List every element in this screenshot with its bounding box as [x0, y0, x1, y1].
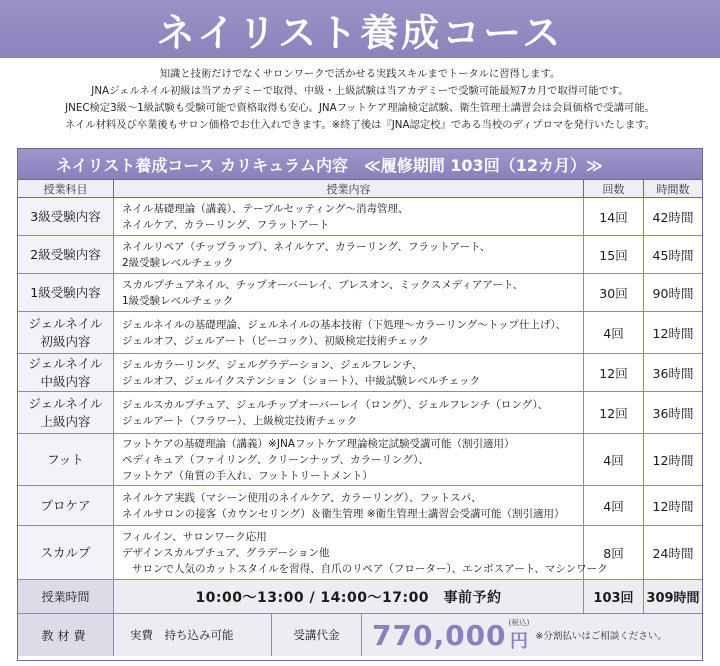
row-subject [18, 198, 114, 235]
row-subject [18, 312, 114, 353]
row-subject-line: ジェルネイル [28, 315, 103, 331]
row-subject [18, 354, 114, 391]
row-content-line: フットケアの基礎理論（講義）※JNAフットケア理論検定試験受講可能（割引適用） [122, 437, 515, 450]
row-subject-line: 中級内容 [40, 373, 91, 389]
row-content [114, 434, 584, 485]
row-content-line: ジェルネイルの基礎理論、ジェルネイルの基本技術（下処理〜カラーリング〜トップ仕上げ）、 [122, 318, 567, 331]
row-subject [18, 526, 114, 579]
row-subject [18, 486, 114, 525]
row-subject-line: 2級受験内容 [30, 246, 101, 262]
table-row [18, 274, 702, 312]
row-subject [18, 392, 114, 433]
col-hours: 時間数 [656, 182, 690, 196]
row-content [114, 312, 584, 353]
table-row [18, 312, 702, 354]
row-sessions: 8回 [584, 526, 644, 579]
row-hours: 24時間 [652, 545, 694, 561]
row-content-line: ペディキュア（ファイリング、クリーンナップ、カラーリング）、 [122, 453, 429, 466]
intro-text [12, 66, 708, 134]
row-sessions: 12回 [584, 354, 644, 391]
row-content-line: サロンで人気のカットスタイルを習得、自爪のリペア（フローター）、エンボスアート、マシンワーク [132, 562, 608, 575]
class-hours-row [18, 580, 702, 614]
row-content-line: フットケア（角質の手入れ、フットトリートメント） [122, 469, 373, 482]
row-hours: 90時間 [652, 285, 694, 301]
material-fee-label: 教材費 [18, 614, 114, 656]
intro-line: 知識と技術だけでなくサロンワークで活かせる実践スキルまでトータルに習得します。 [159, 68, 561, 80]
row-content [114, 354, 584, 391]
table-row [18, 392, 702, 434]
row-hours: 12時間 [652, 452, 694, 468]
row-content-line: ネイルケア実践（マシーン使用のネイルケア、カラーリング）、フットスパ、 [122, 491, 482, 504]
row-hours: 36時間 [652, 405, 694, 421]
fee-row [18, 614, 702, 656]
table-body [18, 198, 702, 580]
table-row [18, 354, 702, 392]
row-content-line: スカルプチュアネイル、チップオーバーレイ、ブレスオン、ミックスメディアアート、 [122, 278, 524, 291]
row-subject-line: ジェルネイル [28, 395, 103, 411]
row-content-line: ジェルアート（フラワー）、上級検定技術チェック [122, 414, 358, 427]
intro-line: JNAジェルネイル初級は当アカデミーで取得、中級・上級試験は当アカデミーで受験可能最短7カ月で取得可能です。 [91, 85, 629, 97]
row-content-line: 1級受験レベルチェック [122, 294, 234, 307]
row-subject [18, 274, 114, 311]
row-sessions: 12回 [584, 392, 644, 433]
row-content [114, 198, 584, 235]
table-row [18, 434, 702, 486]
row-content [114, 392, 584, 433]
row-subject-line: 上級内容 [40, 413, 91, 429]
row-content-line: デザインスカルプチュア、グラデーション他 [122, 546, 330, 559]
row-sessions: 4回 [584, 434, 644, 485]
col-content: 授業内容 [114, 180, 584, 197]
total-sessions: 103回 [584, 580, 644, 613]
row-content [114, 236, 584, 273]
table-row [18, 198, 702, 236]
row-hours: 12時間 [652, 498, 694, 514]
tax-box [509, 618, 530, 653]
tuition-price: 770,000 [372, 618, 507, 652]
row-hours: 36時間 [652, 365, 694, 381]
col-sessions: 回数 [584, 180, 644, 197]
row-content-line: 2級受験レベルチェック [122, 256, 234, 269]
class-hours-time: 10:00〜13:00 / 14:00〜17:00 事前予約 [114, 580, 584, 613]
row-subject [18, 434, 114, 485]
class-hours-label: 授業時間 [18, 580, 114, 613]
curriculum-banner: ネイリスト養成コース カリキュラム内容 ≪履修期間 103回（12カ月）≫ [18, 149, 702, 179]
intro-line: JNEC検定3級〜1級試験も受験可能で資格取得も安心。JNAフットケア理論検定試験、衛生管理士講習会は会員価格で受講可能。 [65, 102, 655, 114]
table-header [18, 179, 702, 198]
row-subject-line: フット [47, 451, 84, 467]
row-sessions: 30回 [584, 274, 644, 311]
tuition-label: 受講代金 [272, 614, 362, 656]
row-content-line: ネイルサロンの接客（カウンセリング）＆衛生管理 ※衛生管理士講習会受講可能（割引適用） [122, 507, 565, 520]
page-title: ネイリスト養成コース [156, 10, 564, 55]
row-content-line: ジェルスカルプチュア、ジェルチップオーバーレイ（ロング）、ジェルフレンチ（ロング）、 [122, 398, 549, 411]
row-content-line: ジェルオフ、ジェルイクステンション（ショート）、中級試験レベルチェック [122, 374, 481, 387]
row-sessions: 15回 [584, 236, 644, 273]
row-hours: 12時間 [652, 325, 694, 341]
installment-note: ※分割払いはご相談ください。 [535, 631, 667, 642]
yen-unit: 円 [509, 630, 528, 652]
curriculum-table [17, 148, 703, 661]
row-sessions: 4回 [584, 312, 644, 353]
row-content-line: ネイルリペア（チップラップ）、ネイルケア、カラーリング、フラットアート、 [122, 240, 491, 253]
row-content-line: ネイルケア、カラーリング、フラットアート [122, 218, 330, 231]
tax-included-label: (税込) [508, 617, 530, 627]
row-hours: 45時間 [652, 247, 694, 263]
row-subject-line: プロケア [40, 497, 91, 513]
table-row [18, 526, 702, 580]
col-subject: 授業科目 [18, 180, 114, 197]
row-subject-line: 初級内容 [40, 333, 91, 349]
row-content [114, 274, 584, 311]
row-content [114, 486, 584, 525]
row-content-line: ジェルオフ、ジェルアート（ピーコック）、初級検定技術チェック [122, 334, 429, 347]
row-subject [18, 236, 114, 273]
tuition-value [362, 614, 702, 656]
row-sessions: 14回 [584, 198, 644, 235]
row-subject-line: スカルプ [40, 544, 91, 560]
row-hours: 42時間 [652, 209, 694, 225]
row-sessions: 4回 [584, 486, 644, 525]
material-fee-text: 実費 持ち込み可能 [114, 614, 272, 656]
row-content [114, 526, 608, 579]
row-subject-line: ジェルネイル [28, 355, 103, 371]
row-content-line: ジェルカラーリング、ジェルグラデーション、ジェルフレンチ、 [122, 358, 423, 371]
row-subject-line: 1級受験内容 [30, 284, 101, 300]
table-row [18, 486, 702, 526]
table-row [18, 236, 702, 274]
row-content-line: フィルイン、サロンワーク応用 [122, 530, 267, 543]
total-hours: 309時間 [646, 591, 700, 606]
row-content-line: ネイル基礎理論（講義）、テーブルセッティング〜消毒管理、 [122, 202, 409, 215]
page-header [0, 0, 720, 58]
intro-line: ネイル材料及び卒業後もサロン価格でお仕入れできます。※終了後は『JNA認定校』である当校のディプロマを発行いたします。 [64, 119, 656, 131]
row-subject-line: 3級受験内容 [30, 208, 101, 224]
